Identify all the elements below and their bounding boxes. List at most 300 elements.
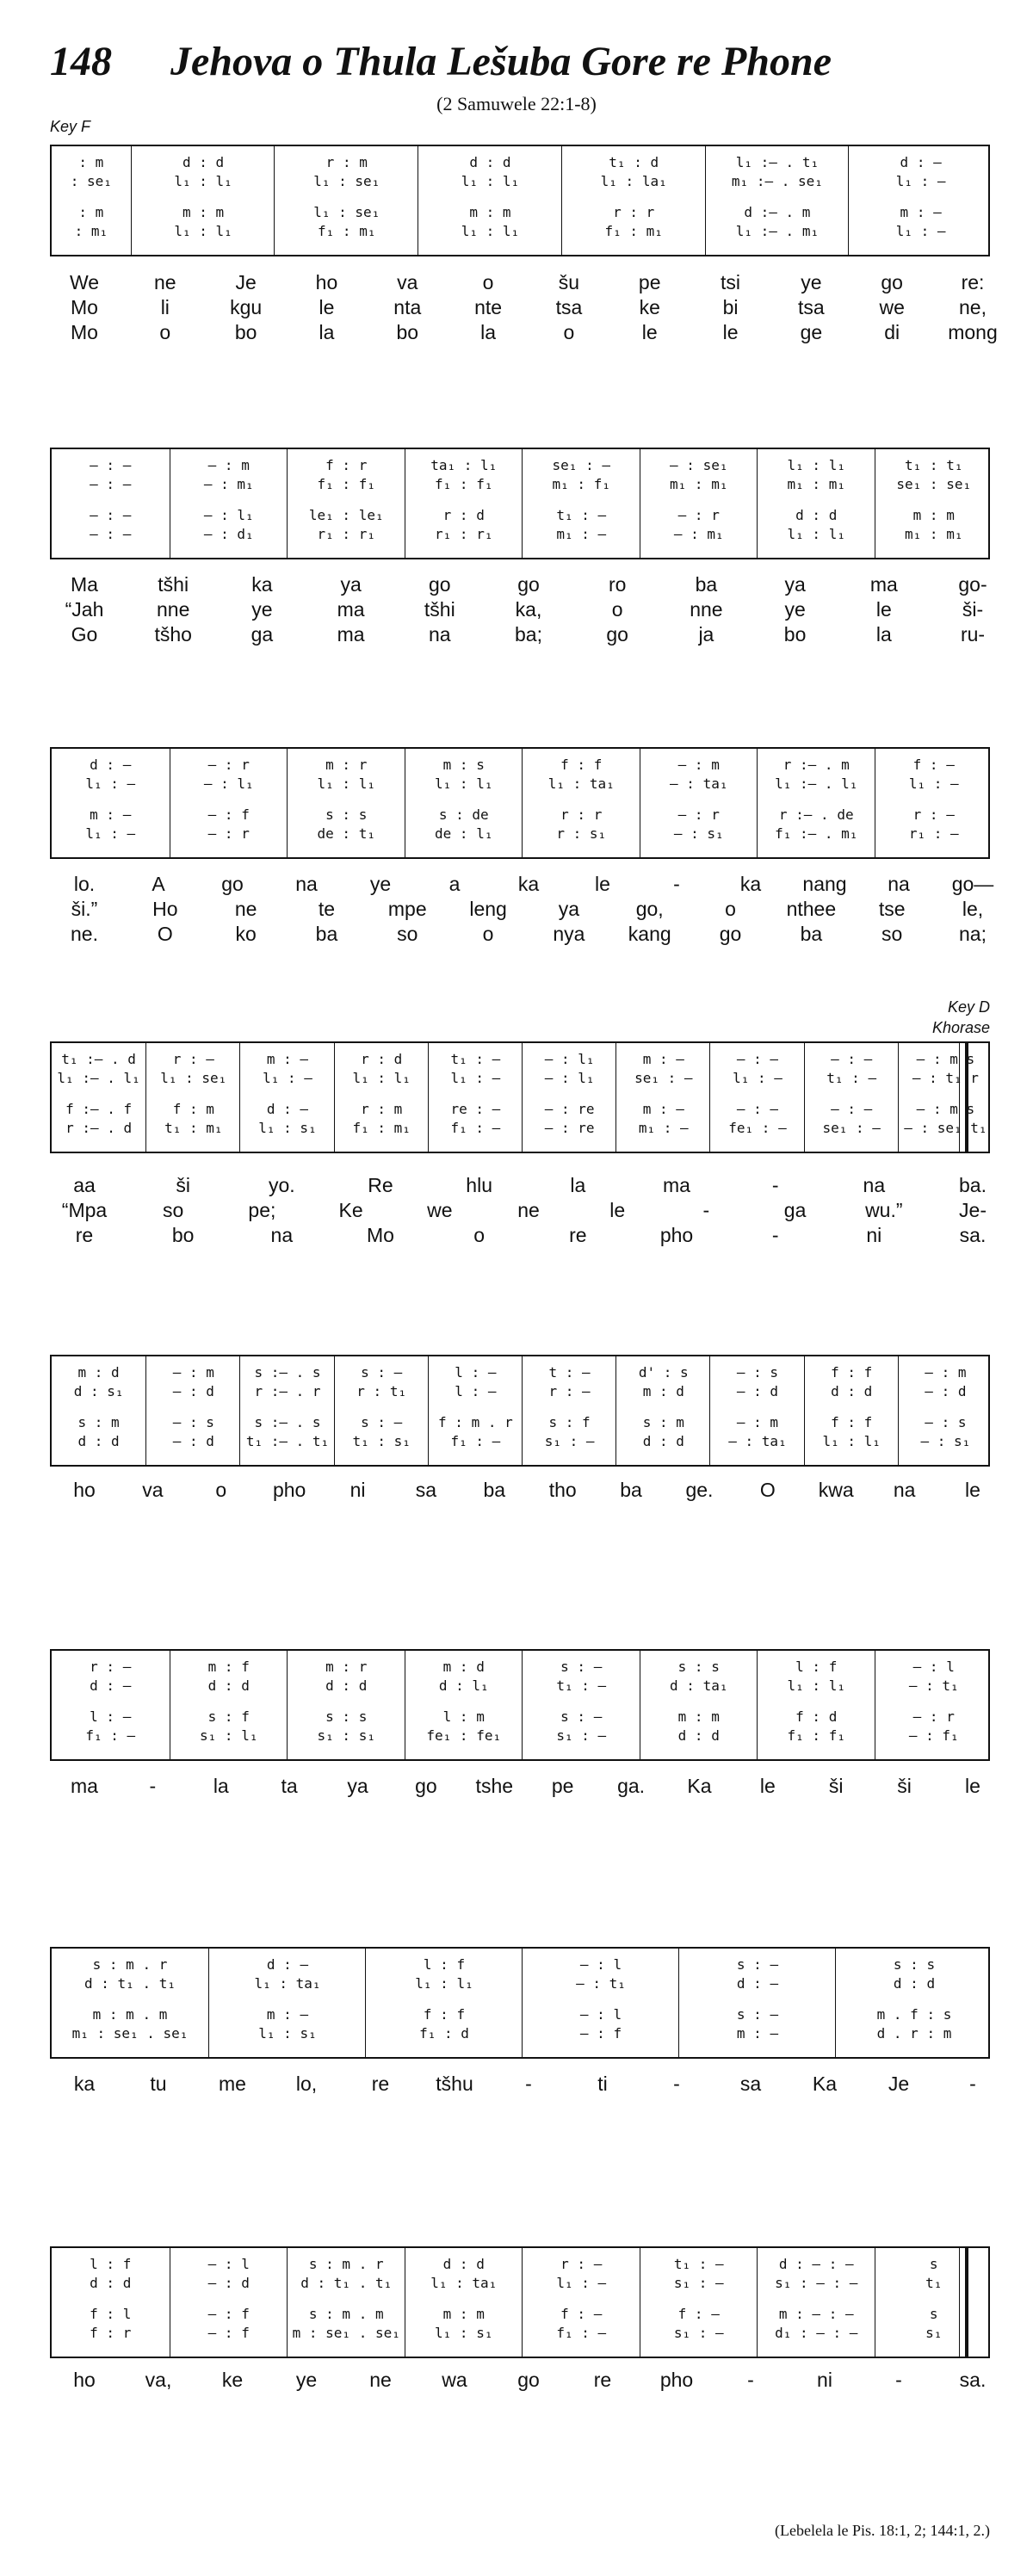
lyric-syllable: ma xyxy=(71,1775,98,1797)
lyric-syllable: - xyxy=(969,2073,976,2095)
bass-notes: f₁ : — xyxy=(85,1727,136,1744)
tenor-notes: r : — xyxy=(912,806,955,823)
measure xyxy=(52,146,131,255)
lyric-syllable: wa xyxy=(442,2369,467,2391)
lyric-syllable: o xyxy=(563,321,575,343)
soprano-notes: m : s xyxy=(442,756,485,773)
bass-notes: : m₁ xyxy=(74,222,108,239)
measure xyxy=(705,146,850,255)
bass-notes: r : s₁ xyxy=(556,825,607,842)
measure xyxy=(640,749,758,857)
alto-notes: l₁ : se₁ xyxy=(160,1069,227,1086)
soprano-notes: r : — xyxy=(90,1658,132,1675)
measure xyxy=(170,449,288,558)
lyric-syllable: o xyxy=(473,1224,486,1246)
measure xyxy=(522,2248,640,2357)
bass-notes: m : — xyxy=(736,2024,779,2042)
tenor-notes: m : m xyxy=(677,1708,720,1725)
alto-notes: m : d xyxy=(642,1382,684,1399)
lyric-line-verse-3 xyxy=(50,1224,990,1249)
lyric-line-verse-2 xyxy=(50,898,990,923)
lyric-syllable: ya xyxy=(558,898,580,920)
measure xyxy=(418,146,562,255)
lyrics-block-6 xyxy=(50,1775,990,1800)
lyric-syllable: ba xyxy=(800,923,823,945)
tenor-notes: f : f xyxy=(423,2005,466,2023)
soprano-notes: d : — xyxy=(900,153,942,170)
lyric-syllable: pho xyxy=(659,1224,694,1246)
lyric-syllable: Ma xyxy=(71,573,98,596)
bass-notes: t₁ :– . t₁ xyxy=(245,1432,330,1449)
bass-notes: de : t₁ xyxy=(317,825,375,842)
lyric-syllable: le, xyxy=(962,898,984,920)
measure xyxy=(405,749,523,857)
lyric-line-verse-1 xyxy=(50,1479,990,1504)
lyric-syllable: pe; xyxy=(248,1199,276,1221)
lyric-syllable: ni xyxy=(817,2369,832,2391)
bass-notes: l₁ : — xyxy=(895,222,946,239)
lyric-syllable: ši.” xyxy=(71,898,98,920)
measure xyxy=(898,1043,993,1152)
measure xyxy=(52,449,170,558)
lyric-syllable: we xyxy=(427,1199,453,1221)
bass-notes: se₁ : — xyxy=(822,1119,881,1136)
lyric-syllable: le xyxy=(965,1775,980,1797)
lyric-line-verse-1 xyxy=(50,2369,990,2394)
soprano-notes: : m xyxy=(78,153,104,170)
lyric-syllable: Je- xyxy=(959,1199,987,1221)
measure xyxy=(274,146,418,255)
tenor-notes: — : — xyxy=(736,1100,779,1117)
lyric-syllable: tse xyxy=(878,898,906,920)
lyric-syllable: la xyxy=(480,321,497,343)
measure xyxy=(239,1356,334,1465)
lyric-syllable: va, xyxy=(145,2369,172,2391)
soprano-notes: d : d xyxy=(469,153,511,170)
bass-notes: r :– . d xyxy=(65,1119,133,1136)
lyric-syllable: ho xyxy=(315,271,338,293)
lyric-syllable: nte xyxy=(474,296,503,318)
repeat-barline xyxy=(959,1043,968,1152)
measure xyxy=(898,1356,993,1465)
soprano-notes: t₁ : — xyxy=(673,2255,724,2272)
bass-notes: s₁ : — xyxy=(556,1727,607,1744)
soprano-notes: d : — xyxy=(90,756,132,773)
alto-notes: r : t₁ xyxy=(356,1382,407,1399)
lyric-syllable: bo xyxy=(171,1224,195,1246)
chorus-label: Khorase xyxy=(931,1019,990,1036)
bass-notes: l₁ :– . m₁ xyxy=(735,222,820,239)
bass-notes: — : — xyxy=(90,525,132,542)
tenor-notes: s : s xyxy=(325,806,368,823)
measure xyxy=(52,1043,145,1152)
lyric-syllable: ma xyxy=(869,573,898,596)
tenor-notes: f : d xyxy=(795,1708,838,1725)
bass-notes: — : r xyxy=(207,825,250,842)
soprano-notes: r : m xyxy=(325,153,368,170)
soprano-notes: f : — xyxy=(912,756,955,773)
lyric-syllable: ka xyxy=(73,2073,96,2095)
lyric-syllable: ni xyxy=(349,1479,366,1501)
alto-notes: t₁ xyxy=(925,2274,943,2291)
alto-notes: l₁ : — xyxy=(450,1069,501,1086)
bass-notes: d : d xyxy=(77,1432,120,1449)
measure xyxy=(287,449,405,558)
alto-notes: — : t₁ r xyxy=(912,1069,979,1086)
tenor-notes: f :– . f xyxy=(65,1100,133,1117)
soprano-notes: m : f xyxy=(207,1658,250,1675)
lyric-syllable: re: xyxy=(961,271,985,293)
soprano-notes: — : m xyxy=(207,456,250,473)
lyric-syllable: ba xyxy=(695,573,718,596)
soprano-notes: s :– . s xyxy=(254,1363,321,1381)
tenor-notes: d : d xyxy=(795,506,838,523)
lyric-syllable: - xyxy=(702,1199,710,1221)
tenor-notes: l : m xyxy=(442,1708,485,1725)
alto-notes: l₁ : se₁ xyxy=(313,172,380,189)
tenor-notes: m : — : — xyxy=(778,2305,854,2322)
soprano-notes: l₁ :– . t₁ xyxy=(735,153,820,170)
lyric-syllable: le xyxy=(641,321,658,343)
bass-notes: l₁ : l₁ xyxy=(787,525,845,542)
bass-notes: d . r : m xyxy=(876,2024,952,2042)
bass-notes: — : s₁ xyxy=(920,1432,971,1449)
music-system-8 xyxy=(50,2246,990,2358)
alto-notes: s₁ : — xyxy=(673,2274,724,2291)
lyric-syllable: tšhi xyxy=(424,598,455,621)
music-system-4 xyxy=(50,1041,990,1153)
lyric-syllable: kang xyxy=(628,923,671,945)
tenor-notes: f : m xyxy=(172,1100,214,1117)
bass-notes: — : se₁ t₁ xyxy=(904,1119,987,1136)
lyric-syllable: la xyxy=(875,623,892,646)
alto-notes: l₁ :– . l₁ xyxy=(775,775,858,792)
lyric-syllable: ši xyxy=(897,1775,912,1797)
soprano-notes: t : — xyxy=(548,1363,591,1381)
lyric-syllable: bi xyxy=(722,296,739,318)
alto-notes: m₁ : m₁ xyxy=(787,475,845,492)
lyric-syllable: - xyxy=(771,1224,779,1246)
soprano-notes: t₁ : t₁ xyxy=(905,456,963,473)
lyric-syllable: Ho xyxy=(152,898,178,920)
soprano-notes: s : — xyxy=(560,1658,603,1675)
alto-notes: d : ta₁ xyxy=(670,1677,728,1694)
lyric-syllable: re xyxy=(371,2073,390,2095)
lyric-syllable: lo, xyxy=(295,2073,318,2095)
lyric-line-verse-1 xyxy=(50,573,990,598)
alto-notes: t₁ : — xyxy=(556,1677,607,1694)
lyric-syllable: tho xyxy=(548,1479,577,1501)
lyric-syllable: aa xyxy=(73,1174,96,1196)
measure xyxy=(709,1356,804,1465)
lyric-syllable: na xyxy=(888,873,910,895)
final-barline xyxy=(959,2248,968,2357)
lyric-syllable: o xyxy=(215,1479,227,1501)
lyric-syllable: me xyxy=(219,2073,246,2095)
alto-notes: — : ta₁ xyxy=(670,775,728,792)
bass-notes: f₁ : f₁ xyxy=(787,1727,845,1744)
measure xyxy=(522,1356,616,1465)
lyric-syllable: ho xyxy=(73,1479,96,1501)
lyric-syllable: ke xyxy=(221,2369,244,2391)
lyric-syllable: sa xyxy=(739,2073,762,2095)
measure xyxy=(428,1356,523,1465)
lyric-syllable: o xyxy=(482,923,494,945)
lyric-syllable: - xyxy=(747,2369,754,2391)
lyric-syllable: šu xyxy=(558,271,580,293)
soprano-notes: s : — xyxy=(361,1363,403,1381)
measure xyxy=(835,1949,993,2057)
music-system-7 xyxy=(50,1947,990,2059)
lyric-syllable: tu xyxy=(150,2073,167,2095)
soprano-notes: d : — : — xyxy=(778,2255,854,2272)
bass-notes: m₁ : se₁ . se₁ xyxy=(71,2024,189,2042)
measure xyxy=(757,749,875,857)
tenor-notes: — : m xyxy=(736,1413,779,1430)
alto-notes: l₁ : l₁ xyxy=(352,1069,411,1086)
soprano-notes: s xyxy=(929,2255,938,2272)
alto-notes: : se₁ xyxy=(70,172,112,189)
lyric-syllable: ši xyxy=(176,1174,190,1196)
tenor-notes: s :– . s xyxy=(254,1413,321,1430)
measure xyxy=(334,1356,429,1465)
lyric-syllable: pho xyxy=(659,2369,694,2391)
lyric-syllable: nya xyxy=(553,923,585,945)
lyric-syllable: re xyxy=(593,2369,612,2391)
lyric-syllable: Mo xyxy=(71,321,98,343)
alto-notes: se₁ : se₁ xyxy=(896,475,972,492)
alto-notes: — : d xyxy=(736,1382,779,1399)
lyric-syllable: O xyxy=(157,923,173,945)
lyric-syllable: ga xyxy=(783,1199,807,1221)
lyric-syllable: o xyxy=(611,598,623,621)
alto-notes: l₁ : l₁ xyxy=(787,1677,845,1694)
soprano-notes: t₁ : d xyxy=(609,153,659,170)
alto-notes: l₁ : l₁ xyxy=(415,1974,473,1992)
alto-notes: — : m₁ xyxy=(203,475,254,492)
measure xyxy=(52,1949,208,2057)
soprano-notes: s : s xyxy=(893,1955,936,1973)
measure xyxy=(52,1356,145,1465)
alto-notes: r : — xyxy=(548,1382,591,1399)
tenor-notes: — : r xyxy=(912,1708,955,1725)
tenor-notes: — : m s xyxy=(916,1100,975,1117)
alto-notes: — : l₁ xyxy=(203,775,254,792)
soprano-notes: — : l xyxy=(912,1658,955,1675)
soprano-notes: — : r xyxy=(207,756,250,773)
lyric-line-verse-3 xyxy=(50,321,998,346)
lyric-syllable: ne, xyxy=(959,296,987,318)
measure xyxy=(640,449,758,558)
hymn-number: 148 xyxy=(50,39,112,84)
lyric-syllable: “Jah xyxy=(65,598,104,621)
tenor-notes: r : d xyxy=(442,506,485,523)
measure xyxy=(757,2248,875,2357)
soprano-notes: ta₁ : l₁ xyxy=(430,456,498,473)
lyric-syllable: ya xyxy=(347,1775,368,1797)
tenor-notes: — : — xyxy=(831,1100,873,1117)
lyric-syllable: Je xyxy=(888,2073,910,2095)
measure xyxy=(875,449,993,558)
soprano-notes: r : — xyxy=(560,2255,603,2272)
lyric-syllable: Mo xyxy=(71,296,98,318)
bass-notes: s₁ : — xyxy=(544,1432,595,1449)
alto-notes: l₁ : l₁ xyxy=(174,172,232,189)
alto-notes: l₁ : l₁ xyxy=(435,775,493,792)
alto-notes: — : d xyxy=(172,1382,214,1399)
lyric-syllable: go xyxy=(429,573,451,596)
bass-notes: — : d₁ xyxy=(203,525,254,542)
lyric-syllable: tšhu xyxy=(436,2073,473,2095)
lyric-syllable: Re xyxy=(368,1174,393,1196)
tenor-notes: f : — xyxy=(560,2305,603,2322)
lyric-syllable: - xyxy=(673,873,680,895)
lyrics-block-3 xyxy=(50,873,994,948)
lyric-syllable: Ka xyxy=(687,1775,712,1797)
tenor-notes: d :– . m xyxy=(744,203,811,220)
alto-notes: l₁ : ta₁ xyxy=(430,2274,498,2291)
bass-notes: l₁ : — xyxy=(85,825,136,842)
tenor-notes: r : m xyxy=(361,1100,403,1117)
bass-notes: — : f xyxy=(579,2024,622,2042)
music-system-5 xyxy=(50,1355,990,1467)
bass-notes: l₁ : s₁ xyxy=(435,2324,493,2341)
lyric-syllable: ne xyxy=(517,1199,540,1221)
lyric-syllable: la xyxy=(213,1775,229,1797)
lyric-syllable: ye xyxy=(295,2369,318,2391)
bass-notes: — : m₁ xyxy=(673,525,724,542)
tenor-notes: r : r xyxy=(560,806,603,823)
lyric-line-verse-1 xyxy=(50,1174,990,1199)
bass-notes: f₁ : m₁ xyxy=(352,1119,411,1136)
lyric-syllable: ba xyxy=(620,1479,642,1501)
measure xyxy=(170,2248,288,2357)
soprano-notes: r : — xyxy=(172,1050,214,1067)
lyric-syllable: tsa xyxy=(798,296,825,318)
bass-notes: — : ta₁ xyxy=(728,1432,787,1449)
soprano-notes: r : d xyxy=(361,1050,403,1067)
alto-notes: l₁ : — xyxy=(908,775,959,792)
soprano-notes: — : l xyxy=(579,1955,622,1973)
tenor-notes: : m xyxy=(78,203,104,220)
measure xyxy=(287,749,405,857)
tenor-notes: l₁ : se₁ xyxy=(313,203,380,220)
lyric-syllable: di xyxy=(884,321,900,343)
lyric-syllable: go xyxy=(881,271,903,293)
bass-notes: f₁ : — xyxy=(450,1119,501,1136)
alto-notes: l₁ :– . l₁ xyxy=(57,1069,140,1086)
lyric-syllable: Mo xyxy=(367,1224,394,1246)
tenor-notes: r :– . de xyxy=(778,806,854,823)
lyric-syllable: ye xyxy=(801,271,822,293)
bass-notes: s₁ xyxy=(925,2324,943,2341)
lyric-syllable: ka, xyxy=(515,598,542,621)
lyric-syllable: o xyxy=(159,321,171,343)
lyric-syllable: ne xyxy=(369,2369,392,2391)
bass-notes: de : l₁ xyxy=(435,825,493,842)
tenor-notes: — : f xyxy=(207,2305,250,2322)
tenor-notes: f : f xyxy=(831,1413,873,1430)
measure xyxy=(678,1949,836,2057)
bass-notes: t₁ : s₁ xyxy=(352,1432,411,1449)
bass-notes: l₁ : s₁ xyxy=(258,2024,317,2042)
bass-notes: s₁ : s₁ xyxy=(317,1727,375,1744)
measure xyxy=(239,1043,334,1152)
lyric-syllable: ne. xyxy=(71,923,98,945)
tenor-notes: m : — xyxy=(900,203,942,220)
alto-notes: se₁ : — xyxy=(634,1069,693,1086)
lyric-syllable: ma xyxy=(337,623,365,646)
lyric-syllable: go— xyxy=(951,873,994,895)
lyric-syllable: ho xyxy=(73,2369,96,2391)
soprano-notes: d : d xyxy=(182,153,225,170)
lyric-syllable: ti xyxy=(597,2073,608,2095)
bass-notes: m₁ : — xyxy=(556,525,607,542)
lyric-syllable: le xyxy=(875,598,892,621)
lyric-syllable: tšhi xyxy=(158,573,189,596)
key-signature-second: Key D xyxy=(947,998,990,1016)
alto-notes: d : — xyxy=(90,1677,132,1694)
tenor-notes: — : l₁ xyxy=(203,506,254,523)
alto-notes: l₁ : l₁ xyxy=(317,775,375,792)
soprano-notes: s : — xyxy=(736,1955,779,1973)
lyric-syllable: tsa xyxy=(555,296,583,318)
bass-notes: — : s₁ xyxy=(673,825,724,842)
lyric-syllable: wu.” xyxy=(865,1199,903,1221)
tenor-notes: t₁ : — xyxy=(556,506,607,523)
lyric-syllable: la xyxy=(319,321,335,343)
measure xyxy=(52,1651,170,1759)
alto-notes: t₁ : — xyxy=(826,1069,877,1086)
lyric-syllable: le xyxy=(319,296,335,318)
measure xyxy=(615,1356,710,1465)
tenor-notes: s : de xyxy=(438,806,489,823)
alto-notes: — : t₁ xyxy=(576,1974,626,1992)
lyric-syllable: we xyxy=(879,296,905,318)
alto-notes: l₁ : — xyxy=(85,775,136,792)
tenor-notes: s : m xyxy=(642,1413,684,1430)
alto-notes: l₁ : — xyxy=(895,172,946,189)
soprano-notes: f : r xyxy=(325,456,368,473)
lyrics-block-4 xyxy=(50,1174,990,1249)
lyric-syllable: ka xyxy=(517,873,540,895)
key-signature-first: Key F xyxy=(50,118,91,135)
alto-notes: — : d xyxy=(925,1382,967,1399)
lyric-syllable: tsi xyxy=(721,271,741,293)
lyric-syllable: le xyxy=(965,1479,980,1501)
soprano-notes: — : m s xyxy=(916,1050,975,1067)
alto-notes: l₁ : — xyxy=(263,1069,312,1086)
alto-notes: — : d xyxy=(207,2274,250,2291)
lyric-syllable: ye xyxy=(251,598,273,621)
lyrics-block-2 xyxy=(50,573,990,648)
tenor-notes: — : s xyxy=(172,1413,214,1430)
lyric-syllable: nne xyxy=(157,598,190,621)
soprano-notes: l : f xyxy=(423,1955,466,1973)
lyric-line-verse-2 xyxy=(50,296,990,321)
bass-notes: f₁ :– . m₁ xyxy=(775,825,858,842)
lyric-syllable: nne xyxy=(690,598,723,621)
tenor-notes: m : m . m xyxy=(92,2005,168,2023)
lyric-syllable: te xyxy=(318,898,336,920)
lyric-syllable: o xyxy=(725,898,736,920)
soprano-notes: — : l₁ xyxy=(544,1050,595,1067)
bass-notes: — : f₁ xyxy=(908,1727,959,1744)
lyric-syllable: go xyxy=(517,573,540,596)
lyric-syllable: A xyxy=(152,873,165,895)
measure xyxy=(405,449,523,558)
lyric-line-verse-1 xyxy=(50,1775,990,1800)
